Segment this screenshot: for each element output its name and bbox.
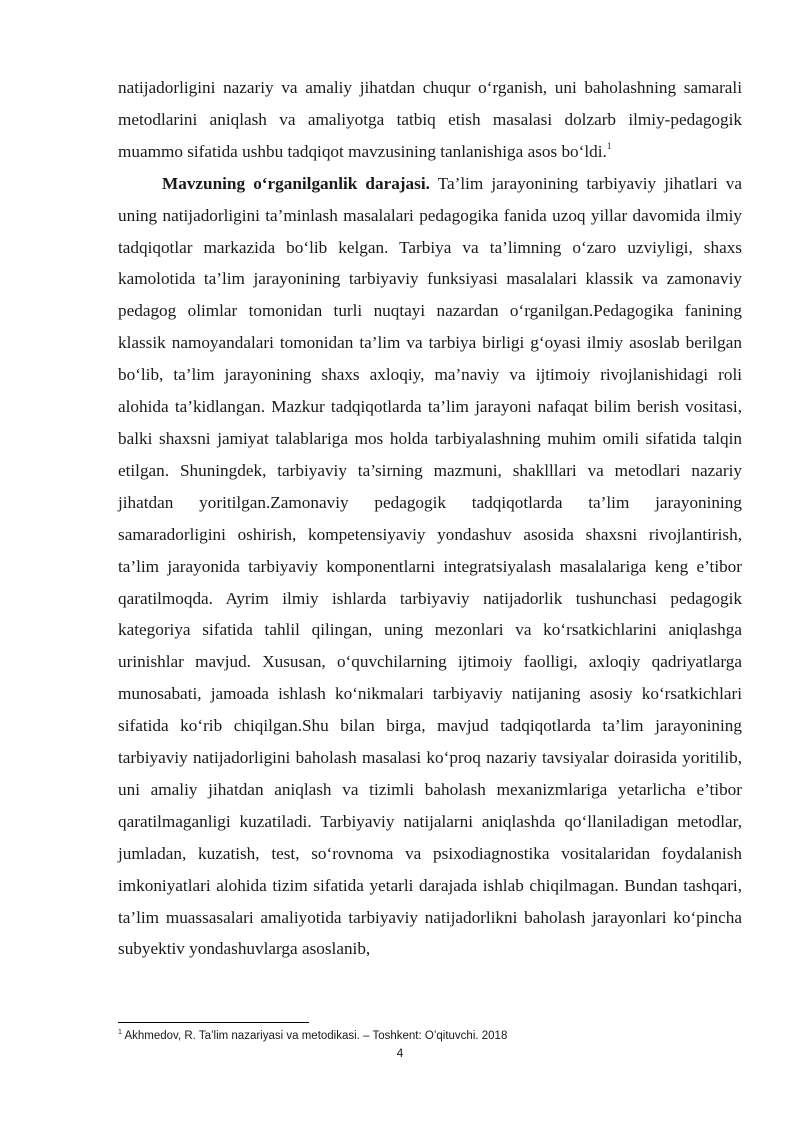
- footnote: [118, 1029, 742, 1043]
- paragraph-intro-text: natijadorligini nazariy va amaliy jihatdan chuqur o‘rganish, uni baholashning samarali metodlarini aniqlash va amaliyotga tatbiq etish masalasi dolzarb ilmiy-pedagogik muammo sifatida ushbu tadqiqot mavzusining tanlanishiga asos bo‘ldi.: [118, 78, 742, 161]
- footnote-divider: [118, 1022, 309, 1023]
- paragraph-literature-review: [118, 168, 742, 966]
- footnote-reference[interactable]: 1: [606, 141, 612, 152]
- paragraph-intro: [118, 72, 742, 168]
- footnote-marker: 1: [118, 1029, 122, 1037]
- body-text: [118, 72, 742, 965]
- section-heading: Mavzuning o‘rganilganlik darajasi.: [162, 173, 430, 193]
- footnote-text: Akhmedov, R. Ta’lim nazariyasi va metodikasi. – Toshkent: O’qituvchi. 2018: [121, 1030, 508, 1042]
- page-number: 4: [396, 1046, 404, 1060]
- paragraph-literature-review-text: Ta’lim jarayonining tarbiyaviy jihatlari va uning natijadorligini ta’minlash masalalari pedagogika fanida uzoq yillar davomida ilmiy tadqiqotlar markazida bo‘lib kelgan. Tarbiya va ta’limning o‘zaro uzviyligi, shaxs kamolotida ta’lim jarayonining tarbiyaviy funksiyasi masalalari klassik va zamonaviy pedagog olimlar tomonidan turli nuqtayi nazardan o‘rganilgan.Pedagogika fanining klassik namoyandalari tomonidan ta’lim va tarbiya birligi g‘oyasi ilmiy asoslab berilgan bo‘lib, ta’lim jarayonining shaxs axloqiy, ma’naviy va ijtimoiy rivojlanishidagi roli alohida ta’kidlangan. Mazkur tadqiqotlarda ta’lim jarayoni nafaqat bilim berish vositasi, balki shaxsni jamiyat talablariga mos holda tarbiyalashning muhim omili sifatida talqin etilgan. Shuningdek, tarbiyaviy ta’sirning mazmuni, shaklllari va metodlari nazariy jihatdan yoritilgan.Zamonaviy pedagogik tadqiqotlarda ta’lim jarayonining samaradorligini oshirish, kompetensiyaviy yondashuv asosida shaxsni rivojlantirish, ta’lim jarayonida tarbiyaviy komponentlarni integratsiyalash masalalariga keng e’tibor qaratilmoqda. Ayrim ilmiy ishlarda tarbiyaviy natijadorlik tushunchasi pedagogik kategoriya sifatida tahlil qilingan, uning mezonlari va ko‘rsatkichlarini aniqlashga urinishlar mavjud. Xususan, o‘quvchilarning ijtimoiy faolligi, axloqiy qadriyatlarga munosabati, jamoada ishlash ko‘nikmalari tarbiyaviy natijaning asosiy ko‘rsatkichlari sifatida ko‘rib chiqilgan.Shu bilan birga, mavjud tadqiqotlarda ta’lim jarayonining tarbiyaviy natijadorligini baholash masalasi ko‘proq nazariy tavsiyalar doirasida yoritilib, uni amaliy jihatdan aniqlash va tizimli baholash mexanizmlariga yetarlicha e’tibor qaratilmaganligi kuzatiladi. Tarbiyaviy natijalarni aniqlashda qo‘llaniladigan metodlar, jumladan, kuzatish, test, so‘rovnoma va psixodiagnostika vositalaridan foydalanish imkoniyatlari alohida tizim sifatida yetarli darajada ishlab chiqilmagan. Bundan tashqari, ta’lim muassasalari amaliyotida tarbiyaviy natijadorlikni baholash jarayonlari ko‘pincha subyektiv yondashuvlarga asoslanib,: [118, 173, 742, 959]
